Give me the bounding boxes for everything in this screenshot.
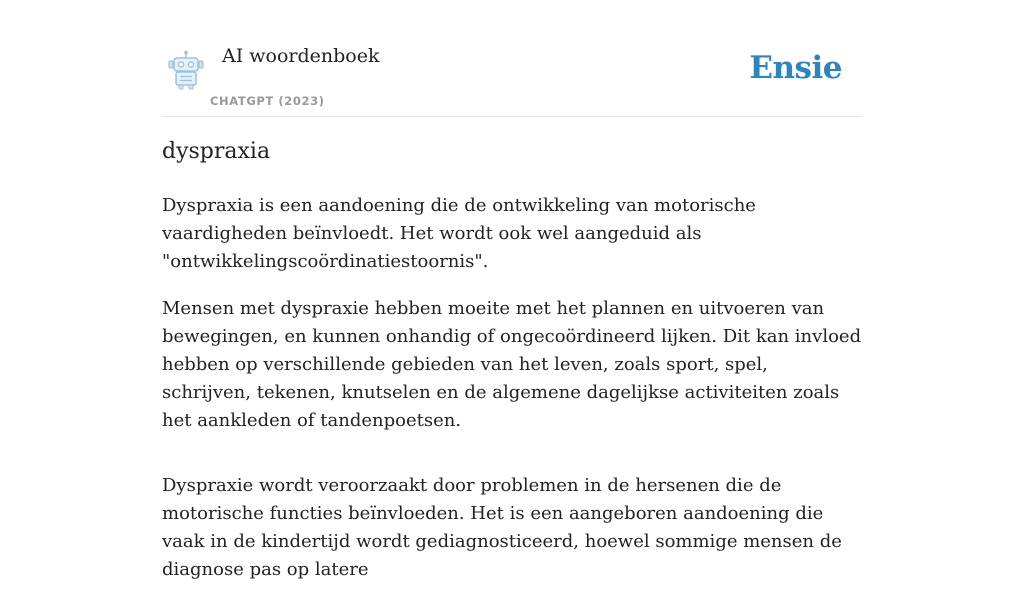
entry-page xyxy=(162,0,862,580)
ensie-logo[interactable]: Ensie xyxy=(749,50,842,86)
entry-definition xyxy=(162,192,862,603)
definition-paragraph: Mensen met dyspraxie hebben moeite met het plannen en uitvoeren van bewegingen, en kunnen onhandig of ongecoördineerd lijken. Dit kan invloed hebben op verschillende gebieden van het leven, zoals sport, spel, schrijven, tekenen, knutselen en de algemene dagelijkse activiteiten zoals het aankleden of tandenpoetsen. xyxy=(162,298,862,431)
robot-icon xyxy=(166,50,206,90)
definition-paragraph: Dyspraxie wordt veroorzaakt door problemen in de hersenen die de motorische functies beïnvloeden. Het is een aangeboren aandoening die vaak in de kindertijd wordt gediagnosticeerd, hoewel sommige mensen de diagnose pas op latere xyxy=(162,475,842,580)
entry-term: dyspraxia xyxy=(162,139,271,164)
source-title[interactable]: AI woordenboek xyxy=(222,45,380,67)
entry-header xyxy=(162,0,862,117)
source-subtitle: CHATGPT (2023) xyxy=(210,94,325,108)
definition-paragraph: Dyspraxia is een aandoening die de ontwikkeling van motorische vaardigheden beïnvloedt. Het wordt ook wel aangeduid als "ontwikkelingscoördinatiestoornis". xyxy=(162,195,756,272)
